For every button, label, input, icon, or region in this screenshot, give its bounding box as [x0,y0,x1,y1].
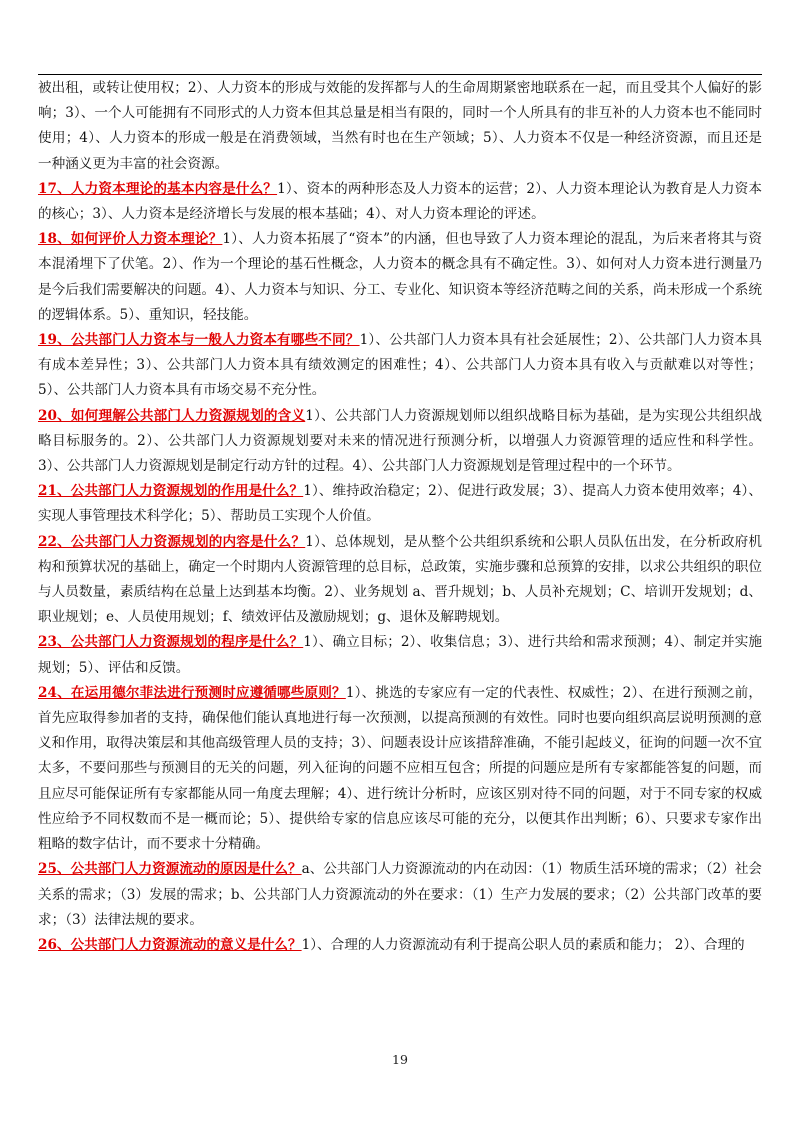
question-heading: 18、如何评价人力资本理论？ [38,231,223,248]
question-heading: 25、公共部门人力资源流动的原因是什么？ [38,861,302,878]
question-heading: 21、公共部门人力资源规划的作用是什么？ [38,483,304,500]
continuation-paragraph: 被出租，或转让使用权；2）、人力资本的形成与效能的发挥都与人的生命周期紧密地联系在一起，而且受其个人偏好的影响；3）、一个人可能拥有不同形式的人力资本但其总量是相当有限的，同时一个人所具有的非互补的人力资本也不能同时使用；4）、人力资本的形成一般是在消费领域，当然有时也在生产领域；5）、人力资本不仅是一种经济资源，而且还是一种涵义更为丰富的社会资源。 [38,80,762,172]
question-heading: 24、在运用德尔菲法进行预测时应遵循哪些原则？ [38,684,346,701]
question-heading: 20、如何理解公共部门人力资源规划的含义 [38,407,306,424]
qa-item-25 [38,857,762,933]
answer-text: 1）、挑选的专家应有一定的代表性、权威性；2）、在进行预测之前，首先应取得参加者的支持，确保他们能认真地进行每一次预测，以提高预测的有效性。同时也要向组织高层说明预测的意义和作用，取得决策层和其他高级管理人员的支持；3）、问题表设计应该措辞准确，不能引起歧义，征询的问题一次不宜太多，不要问那些与预测目的无关的问题，列入征询的问题不应相互包含；所提的问题应是所有专家都能答复的问题，而且应尽可能保证所有专家都能从同一角度去理解；4）、进行统计分析时，应该区别对待不同的问题，对于不同专家的权威性应给予不同权数而不是一概而论；5）、提供给专家的信息应该尽可能的充分，以便其作出判断；6）、只要求专家作出粗略的数字估计，而不要求十分精确。 [38,684,762,853]
question-heading: 26、公共部门人力资源流动的意义是什么？ [38,936,302,953]
answer-text: 1）、确立目标；2）、收集信息；3）、进行共给和需求预测；4）、制定并实施规划；5）、评估和反馈。 [38,634,762,676]
question-heading: 22、公共部门人力资源规划的内容是什么？ [38,533,306,550]
question-heading: 17、人力资本理论的基本内容是什么？ [38,180,278,197]
answer-text: a、公共部门人力资源流动的内在动因：（1）物质生活环境的需求；（2）社会关系的需求；（3）发展的需求；b、公共部门人力资源流动的外在要求：（1）生产力发展的要求；（2）公共部门改革的要求；（3）法律法规的要求。 [38,861,763,928]
answer-text: 1）、资本的两种形态及人力资本的运营；2）、人力资本理论认为教育是人力资本的核心；3）、人力资本是经济增长与发展的根本基础；4）、对人力资本理论的评述。 [38,180,762,223]
document-body [38,76,762,958]
qa-item-17 [38,177,762,227]
qa-item-19 [38,328,762,404]
question-heading: 19、公共部门人力资本与一般人力资本有哪些不同？ [38,332,360,349]
question-heading: 23、公共部门人力资源规划的程序是什么？ [38,634,304,651]
answer-text: 1）、维持政治稳定；2）、促进行政发展；3）、提高人力资本使用效率；4）、实现人事管理技术科学化；5）、帮助员工实现个人价值。 [38,483,762,525]
page-number: 19 [392,1052,408,1067]
answer-text: 1）、合理的人力资源流动有利于提高公职人员的素质和能力； 2）、合理的 [301,936,745,953]
qa-item-24 [38,681,762,857]
qa-item-20 [38,404,762,480]
answer-text: 1）、人力资本拓展了“资本”的内涵，但也导致了人力资本理论的混乱，为后来者将其与资本混淆埋下了伏笔。2）、作为一个理论的基石性概念，人力资本的概念具有不确定性。3）、如何对人力资本进行测量乃是今后我们需要解决的问题。4）、人力资本与知识、分工、专业化、知识资本等经济范畴之间的关系，尚未形成一个系统的逻辑体系。5）、重知识，轻技能。 [38,231,762,323]
qa-item-26 [38,933,762,958]
answer-text: 1）、总体规划，是从整个公共组织系统和公职人员队伍出发，在分析政府机构和预算状况的基础上，确定一个时期内人资源管理的总目标，总政策，实施步骤和总预算的安排，以求公共组织的职位与人员数量，素质结构在总量上达到基本均衡。2）、业务规划 a、晋升规划；b、人员补充规划；C、培训开发规划；d、职业规划；e、人员使用规划；f、绩效评估及激励规划；g、退休及解聘规划。 [38,533,762,626]
qa-item-22 [38,530,762,631]
qa-item-23 [38,630,762,680]
header-rule [38,74,762,75]
answer-text: 1）、公共部门人力资源规划师以组织战略目标为基础，是为实现公共组织战略目标服务的。2）、公共部门人力资源规划要对未来的情况进行预测分析，以增强人力资源管理的适应性和科学性。3）、公共部门人力资源规划是制定行动方针的过程。4）、公共部门人力资源规划是管理过程中的一个环节。 [38,407,762,475]
qa-item-21 [38,479,762,529]
qa-item-18 [38,227,762,328]
answer-text: 1）、公共部门人力资本具有社会延展性；2）、公共部门人力资本具有成本差异性；3）、公共部门人力资本具有绩效测定的困难性；4）、公共部门人力资本具有收入与贡献难以对等性；5）、公共部门人力资本具有市场交易不充分性。 [38,332,762,399]
